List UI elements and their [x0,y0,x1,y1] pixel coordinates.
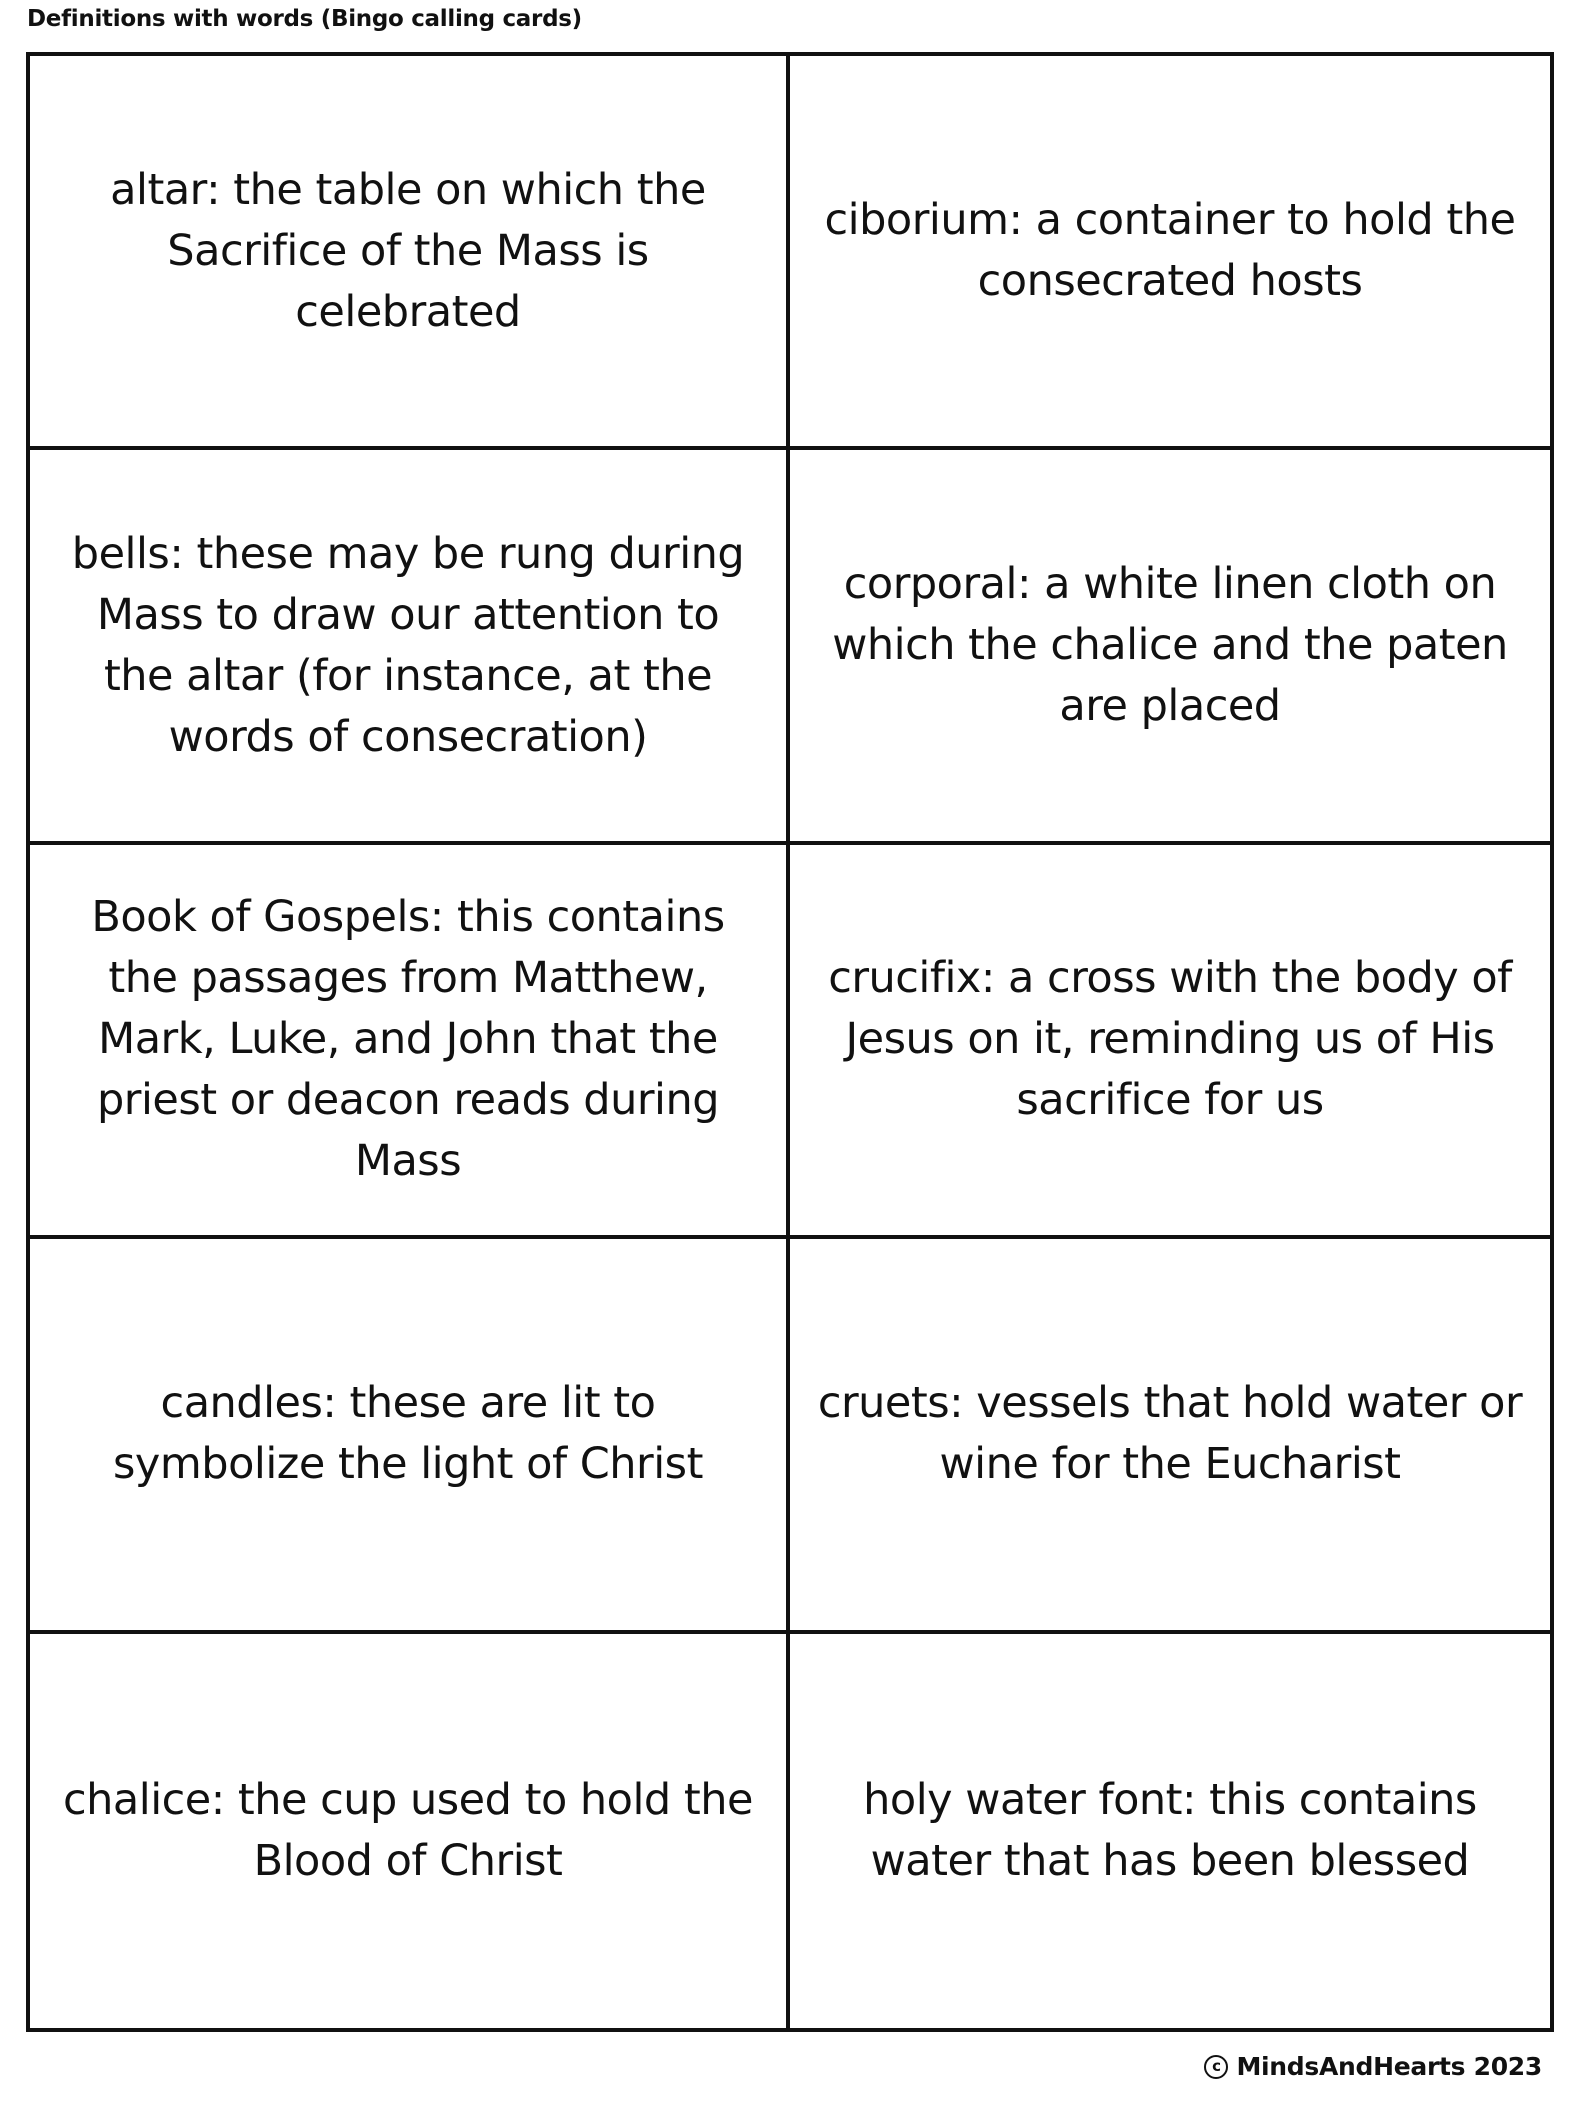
card-definition: ciborium: a container to hold the consecrated hosts [824,195,1516,307]
calling-card [790,1239,1550,1633]
card-definition: corporal: a white linen cloth on which the chalice and the paten are placed [832,559,1508,732]
calling-card [30,56,790,450]
calling-card [30,845,790,1239]
calling-card [790,450,1550,844]
calling-card [790,56,1550,450]
card-definition: Book of Gospels: this contains the passages from Matthew, Mark, Luke, and John that the priest or deacon reads during Mass [91,892,725,1187]
calling-card [30,1634,790,2028]
card-definition: crucifix: a cross with the body of Jesus on it, reminding us of His sacrifice for us [828,953,1512,1126]
copyright-text: MindsAndHearts 2023 [1236,2052,1542,2081]
page-title: Definitions with words (Bingo calling cards) [27,6,582,32]
copyright-footer [1204,2052,1542,2081]
calling-card [30,450,790,844]
calling-card [30,1239,790,1633]
card-definition: candles: these are lit to symbolize the light of Christ [113,1378,703,1490]
card-definition: chalice: the cup used to hold the Blood of Christ [63,1774,753,1886]
calling-card-grid [26,52,1554,2032]
calling-card [790,1634,1550,2028]
copyright-icon: c [1204,2055,1228,2079]
calling-card [790,845,1550,1239]
card-definition: holy water font: this contains water that has been blessed [863,1774,1477,1886]
card-definition: altar: the table on which the Sacrifice of the Mass is celebrated [110,164,706,337]
card-definition: cruets: vessels that hold water or wine for the Eucharist [817,1378,1523,1490]
card-definition: bells: these may be rung during Mass to draw our attention to the altar (for instance, at the words of consecration) [71,528,745,762]
